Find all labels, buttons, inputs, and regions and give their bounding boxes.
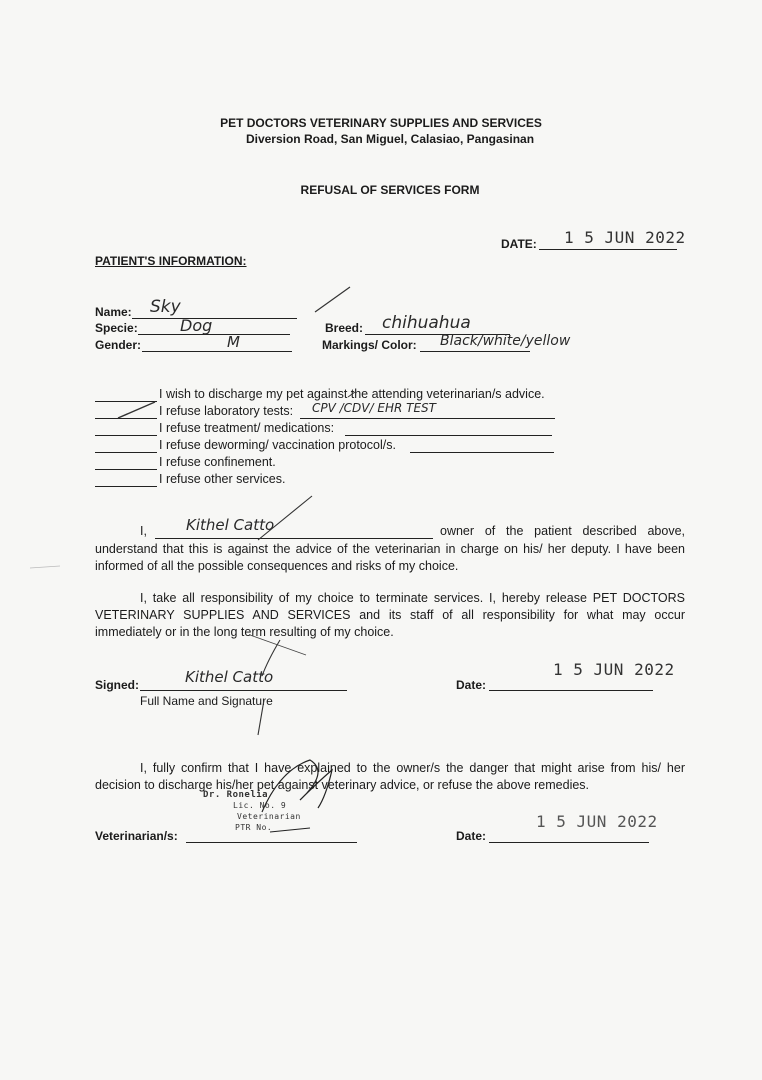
option-text: I refuse confinement. [159, 455, 276, 469]
name-value: Sky [150, 297, 181, 317]
statement3-body: I, fully confirm that I have explained to the owner/s the danger that might arise from his/ her decision to discharge his/her pet against veterinary advice, or refuse the above remedies. [95, 761, 685, 792]
statement1-body: understand that this is against the advice of the veterinarian in charge on his/ her deputy. I have been informed of all the possible consequences and risks of my choice. [95, 542, 685, 573]
markings-value: Black/white/yellow [440, 333, 571, 349]
option-detail-value: CPV /CDV/ EHR TEST [312, 401, 436, 415]
vet-stamp-name: Dr. Ronelia [203, 790, 269, 800]
option-text: I refuse other services. [159, 472, 286, 486]
vet-stamp-ptr: PTR No. [235, 823, 273, 832]
patient-info-heading: PATIENT'S INFORMATION: [95, 254, 247, 268]
option-text: I refuse deworming/ vaccination protocol/s. [159, 438, 396, 452]
name-label: Name: [95, 305, 132, 319]
specie-label: Specie: [95, 321, 138, 335]
margin-mark [30, 566, 60, 568]
date-stamp: 1 5 JUN 2022 [564, 228, 686, 247]
owner-signature-stroke [258, 496, 312, 540]
vet-stamp-license: Lic. No. 9 [233, 801, 287, 810]
vet-signature-stroke [270, 828, 310, 832]
signature-stroke [250, 635, 306, 655]
gender-value: M [227, 333, 240, 351]
option-text: I wish to discharge my pet against the attending veterinarian/s advice. [159, 387, 545, 401]
vet-label: Veterinarian/s: [95, 829, 178, 843]
signed-date-label: Date: [456, 678, 487, 692]
signed-date-stamp: 1 5 JUN 2022 [553, 660, 675, 679]
vet-date-label: Date: [456, 829, 487, 843]
form-title: REFUSAL OF SERVICES FORM [300, 183, 480, 197]
vet-date-stamp: 1 5 JUN 2022 [536, 812, 658, 831]
breed-label: Breed: [325, 321, 364, 335]
statement1-prefix: I, [140, 524, 147, 538]
vet-signature [262, 760, 332, 812]
statement1-suffix: owner of the patient described above, [440, 524, 685, 538]
signed-value: Kithel Catto [185, 668, 274, 686]
specie-value: Dog [180, 316, 213, 335]
signature-stroke [262, 640, 280, 676]
signed-caption: Full Name and Signature [140, 694, 273, 708]
pen-stroke [348, 392, 355, 397]
date-label: DATE: [501, 237, 537, 251]
option-text: I refuse laboratory tests: [159, 404, 294, 418]
company-address: Diversion Road, San Miguel, Calasiao, Pangasinan [245, 132, 535, 146]
breed-value: chihuahua [382, 313, 471, 333]
signed-label: Signed: [95, 678, 139, 692]
statement2-body: I, take all responsibility of my choice to terminate services. I, hereby release PET DOCTORS VETERINARY SUPPLIES AND SERVICES and its staff of all responsibility for what may occur immediately or in the long term resulting of my choice. [95, 591, 685, 639]
slash-mark [315, 287, 350, 312]
vet-stamp-title: Veterinarian [237, 812, 301, 821]
company-name: PET DOCTORS VETERINARY SUPPLIES AND SERVICES [220, 116, 542, 130]
markings-label: Markings/ Color: [322, 338, 417, 352]
checkmark-lab-tests [118, 402, 155, 418]
signature-stroke [258, 700, 264, 735]
owner-name-value: Kithel Catto [186, 516, 275, 534]
gender-label: Gender: [95, 338, 142, 352]
option-text: I refuse treatment/ medications: [159, 421, 335, 435]
